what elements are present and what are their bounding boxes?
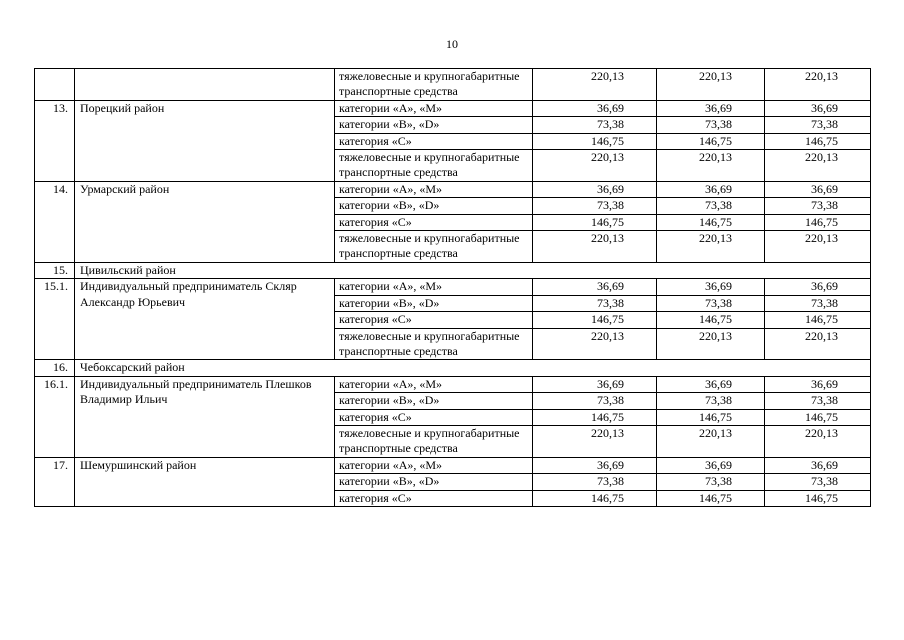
price-value-3: 220,13 bbox=[765, 231, 871, 263]
price-value-1: 36,69 bbox=[533, 457, 657, 473]
price-value-2: 36,69 bbox=[657, 100, 765, 116]
price-value-3: 36,69 bbox=[765, 181, 871, 197]
price-value-3: 36,69 bbox=[765, 100, 871, 116]
price-value-2: 73,38 bbox=[657, 198, 765, 214]
price-value-1: 36,69 bbox=[533, 279, 657, 295]
vehicle-category: тяжеловесные и крупногабаритные транспортные средства bbox=[335, 425, 533, 457]
price-value-2: 146,75 bbox=[657, 490, 765, 506]
price-value-2: 146,75 bbox=[657, 409, 765, 425]
vehicle-category: тяжеловесные и крупногабаритные транспортные средства bbox=[335, 231, 533, 263]
price-value-1: 146,75 bbox=[533, 490, 657, 506]
vehicle-category: категории «В», «D» bbox=[335, 295, 533, 311]
organization-name bbox=[75, 69, 335, 101]
row-number: 13. bbox=[35, 100, 75, 181]
price-value-3: 220,13 bbox=[765, 150, 871, 182]
price-value-1: 73,38 bbox=[533, 295, 657, 311]
price-value-1: 73,38 bbox=[533, 198, 657, 214]
price-value-1: 220,13 bbox=[533, 69, 657, 101]
price-value-2: 220,13 bbox=[657, 425, 765, 457]
district-name: Чебоксарский район bbox=[75, 360, 871, 376]
vehicle-category: категории «В», «D» bbox=[335, 393, 533, 409]
row-number: 15. bbox=[35, 262, 75, 278]
price-value-3: 146,75 bbox=[765, 409, 871, 425]
organization-name: Индивидуальный предприниматель Плешков Владимир Ильич bbox=[75, 376, 335, 457]
price-value-3: 146,75 bbox=[765, 312, 871, 328]
tariff-table-body bbox=[35, 69, 871, 507]
table-row bbox=[35, 457, 871, 473]
price-value-3: 146,75 bbox=[765, 133, 871, 149]
price-value-3: 73,38 bbox=[765, 117, 871, 133]
table-row bbox=[35, 181, 871, 197]
organization-name: Шемуршинский район bbox=[75, 457, 335, 506]
row-number: 16.1. bbox=[35, 376, 75, 457]
price-value-3: 146,75 bbox=[765, 214, 871, 230]
price-value-2: 220,13 bbox=[657, 231, 765, 263]
table-row bbox=[35, 279, 871, 295]
price-value-1: 146,75 bbox=[533, 214, 657, 230]
price-value-3: 73,38 bbox=[765, 393, 871, 409]
table-row bbox=[35, 376, 871, 392]
organization-name: Урмарский район bbox=[75, 181, 335, 262]
price-value-2: 146,75 bbox=[657, 312, 765, 328]
price-value-2: 73,38 bbox=[657, 474, 765, 490]
price-value-2: 146,75 bbox=[657, 214, 765, 230]
price-value-2: 220,13 bbox=[657, 69, 765, 101]
row-number bbox=[35, 69, 75, 101]
price-value-1: 220,13 bbox=[533, 231, 657, 263]
vehicle-category: категории «А», «М» bbox=[335, 100, 533, 116]
price-value-3: 36,69 bbox=[765, 376, 871, 392]
vehicle-category: категории «А», «М» bbox=[335, 181, 533, 197]
price-value-2: 73,38 bbox=[657, 117, 765, 133]
price-value-2: 73,38 bbox=[657, 295, 765, 311]
price-value-2: 36,69 bbox=[657, 279, 765, 295]
price-value-3: 146,75 bbox=[765, 490, 871, 506]
table-row bbox=[35, 360, 871, 376]
row-number: 15.1. bbox=[35, 279, 75, 360]
organization-name: Порецкий район bbox=[75, 100, 335, 181]
price-value-1: 146,75 bbox=[533, 409, 657, 425]
vehicle-category: категории «А», «М» bbox=[335, 279, 533, 295]
price-value-2: 220,13 bbox=[657, 150, 765, 182]
price-value-2: 220,13 bbox=[657, 328, 765, 360]
vehicle-category: категория «С» bbox=[335, 490, 533, 506]
row-number: 17. bbox=[35, 457, 75, 506]
vehicle-category: категории «В», «D» bbox=[335, 474, 533, 490]
vehicle-category: тяжеловесные и крупногабаритные транспортные средства bbox=[335, 150, 533, 182]
price-value-2: 36,69 bbox=[657, 376, 765, 392]
price-value-3: 36,69 bbox=[765, 279, 871, 295]
page-number: 10 bbox=[446, 37, 458, 51]
price-value-3: 220,13 bbox=[765, 425, 871, 457]
table-row bbox=[35, 100, 871, 116]
price-value-1: 146,75 bbox=[533, 133, 657, 149]
price-value-1: 36,69 bbox=[533, 100, 657, 116]
table-row bbox=[35, 262, 871, 278]
price-value-2: 146,75 bbox=[657, 133, 765, 149]
price-value-3: 73,38 bbox=[765, 295, 871, 311]
price-value-3: 73,38 bbox=[765, 474, 871, 490]
price-value-3: 220,13 bbox=[765, 328, 871, 360]
price-value-1: 73,38 bbox=[533, 117, 657, 133]
vehicle-category: категории «В», «D» bbox=[335, 198, 533, 214]
price-value-3: 73,38 bbox=[765, 198, 871, 214]
price-value-1: 146,75 bbox=[533, 312, 657, 328]
price-value-2: 73,38 bbox=[657, 393, 765, 409]
row-number: 14. bbox=[35, 181, 75, 262]
price-value-1: 220,13 bbox=[533, 425, 657, 457]
price-value-2: 36,69 bbox=[657, 181, 765, 197]
price-value-1: 73,38 bbox=[533, 393, 657, 409]
vehicle-category: категория «С» bbox=[335, 312, 533, 328]
price-value-3: 36,69 bbox=[765, 457, 871, 473]
row-number: 16. bbox=[35, 360, 75, 376]
vehicle-category: категория «С» bbox=[335, 409, 533, 425]
vehicle-category: категории «А», «М» bbox=[335, 457, 533, 473]
price-value-3: 220,13 bbox=[765, 69, 871, 101]
price-value-1: 220,13 bbox=[533, 150, 657, 182]
price-value-1: 220,13 bbox=[533, 328, 657, 360]
vehicle-category: категории «В», «D» bbox=[335, 117, 533, 133]
price-value-1: 36,69 bbox=[533, 376, 657, 392]
price-value-2: 36,69 bbox=[657, 457, 765, 473]
price-value-1: 36,69 bbox=[533, 181, 657, 197]
vehicle-category: тяжеловесные и крупногабаритные транспортные средства bbox=[335, 328, 533, 360]
vehicle-category: категории «А», «М» bbox=[335, 376, 533, 392]
vehicle-category: категория «С» bbox=[335, 214, 533, 230]
vehicle-category: категория «С» bbox=[335, 133, 533, 149]
price-value-1: 73,38 bbox=[533, 474, 657, 490]
district-name: Цивильский район bbox=[75, 262, 871, 278]
vehicle-category: тяжеловесные и крупногабаритные транспортные средства bbox=[335, 69, 533, 101]
organization-name: Индивидуальный предприниматель Скляр Александр Юрьевич bbox=[75, 279, 335, 360]
table-row bbox=[35, 69, 871, 101]
tariff-table bbox=[34, 68, 871, 507]
